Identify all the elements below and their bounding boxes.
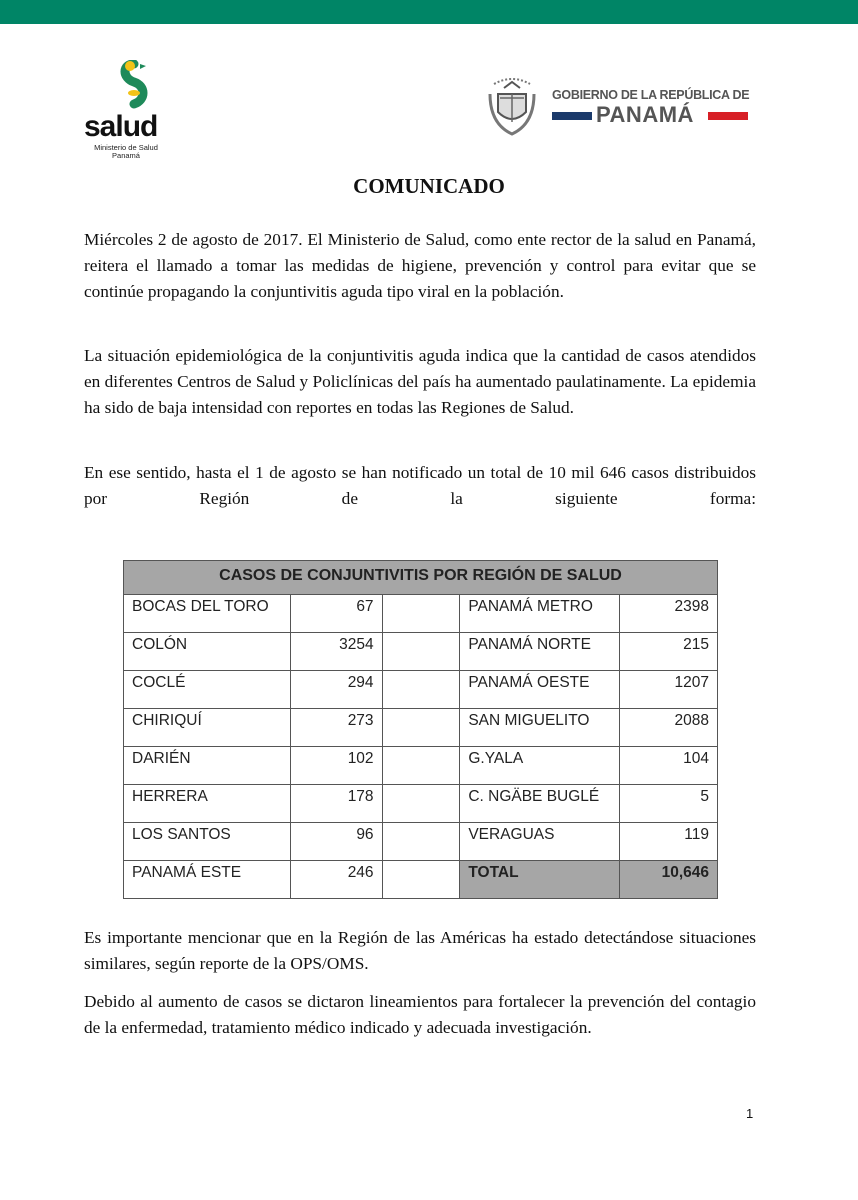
spacer	[382, 633, 460, 671]
spacer	[382, 861, 460, 899]
cases-by-region-table	[123, 560, 718, 899]
region-name: C. NGÄBE BUGLÉ	[460, 785, 620, 823]
spacer	[382, 709, 460, 747]
case-count: 294	[290, 671, 382, 709]
region-name: VERAGUAS	[460, 823, 620, 861]
table-row	[124, 861, 718, 899]
region-name: PANAMÁ ESTE	[124, 861, 291, 899]
case-count: 3254	[290, 633, 382, 671]
region-name: SAN MIGUELITO	[460, 709, 620, 747]
paragraph-1: Miércoles 2 de agosto de 2017. El Ministerio de Salud, como ente rector de la salud en Panamá, reitera el llamado a tomar las medidas de higiene, prevención y control para evitar que se continúe propagando la conjuntivitis aguda tipo viral en la población.	[84, 230, 756, 301]
salud-logo-subtitle-1: Ministerio de Salud	[94, 143, 158, 152]
region-name: TOTAL	[460, 861, 620, 899]
region-name: PANAMÁ NORTE	[460, 633, 620, 671]
spacer	[382, 785, 460, 823]
case-count: 104	[620, 747, 718, 785]
flag-blue-bar	[552, 112, 592, 120]
table-row	[124, 709, 718, 747]
region-name: COCLÉ	[124, 671, 291, 709]
gov-logo-line1: GOBIERNO DE LA REPÚBLICA DE	[552, 88, 750, 102]
table-row	[124, 671, 718, 709]
spacer	[382, 747, 460, 785]
table-title: CASOS DE CONJUNTIVITIS POR REGIÓN DE SALUD	[124, 561, 718, 595]
caduceus-snake-icon	[104, 60, 164, 112]
coat-of-arms-icon	[486, 74, 538, 138]
case-count: 1207	[620, 671, 718, 709]
spacer	[382, 823, 460, 861]
case-count: 96	[290, 823, 382, 861]
table-row	[124, 595, 718, 633]
table-row	[124, 747, 718, 785]
region-name: DARIÉN	[124, 747, 291, 785]
case-count: 67	[290, 595, 382, 633]
paragraph-3: En ese sentido, hasta el 1 de agosto se han notificado un total de 10 mil 646 casos distribuidos por Región de la siguiente forma:	[84, 463, 756, 508]
salud-logo	[82, 60, 172, 165]
case-count: 273	[290, 709, 382, 747]
case-count: 2398	[620, 595, 718, 633]
region-name: BOCAS DEL TORO	[124, 595, 291, 633]
table-row	[124, 633, 718, 671]
spacer	[382, 595, 460, 633]
page-number: 1	[746, 1106, 754, 1121]
region-name: CHIRIQUÍ	[124, 709, 291, 747]
case-count: 178	[290, 785, 382, 823]
spacer	[382, 671, 460, 709]
salud-logo-word: salud	[84, 110, 158, 143]
salud-logo-subtitle-2: Panamá	[112, 151, 140, 160]
table-row	[124, 823, 718, 861]
salud-logo-subtitle	[82, 144, 170, 160]
case-count: 102	[290, 747, 382, 785]
paragraph-5: Debido al aumento de casos se dictaron lineamientos para fortalecer la prevención del contagio de la enfermedad, tratamiento médico indicado y adecuada investigación.	[84, 992, 756, 1037]
case-count: 246	[290, 861, 382, 899]
case-count: 2088	[620, 709, 718, 747]
case-count: 10,646	[620, 861, 718, 899]
flag-red-bar	[708, 112, 748, 120]
region-name: PANAMÁ METRO	[460, 595, 620, 633]
region-name: PANAMÁ OESTE	[460, 671, 620, 709]
case-count: 215	[620, 633, 718, 671]
region-name: G.YALA	[460, 747, 620, 785]
top-green-bar	[0, 0, 858, 24]
table-row	[124, 785, 718, 823]
government-logo	[486, 72, 756, 142]
page-title: COMUNICADO	[353, 174, 505, 198]
case-count: 119	[620, 823, 718, 861]
case-count: 5	[620, 785, 718, 823]
gov-logo-line2: PANAMÁ	[596, 102, 694, 127]
paragraph-4: Es importante mencionar que en la Región de las Américas ha estado detectándose situaciones similares, según reporte de la OPS/OMS.	[84, 928, 756, 973]
region-name: COLÓN	[124, 633, 291, 671]
region-name: LOS SANTOS	[124, 823, 291, 861]
paragraph-2: La situación epidemiológica de la conjuntivitis aguda indica que la cantidad de casos atendidos en diferentes Centros de Salud y Policlínicas del país ha aumentado paulatinamente. La epidemia ha sido de baja intensidad con reportes en todas las Regiones de Salud.	[84, 346, 756, 417]
region-name: HERRERA	[124, 785, 291, 823]
